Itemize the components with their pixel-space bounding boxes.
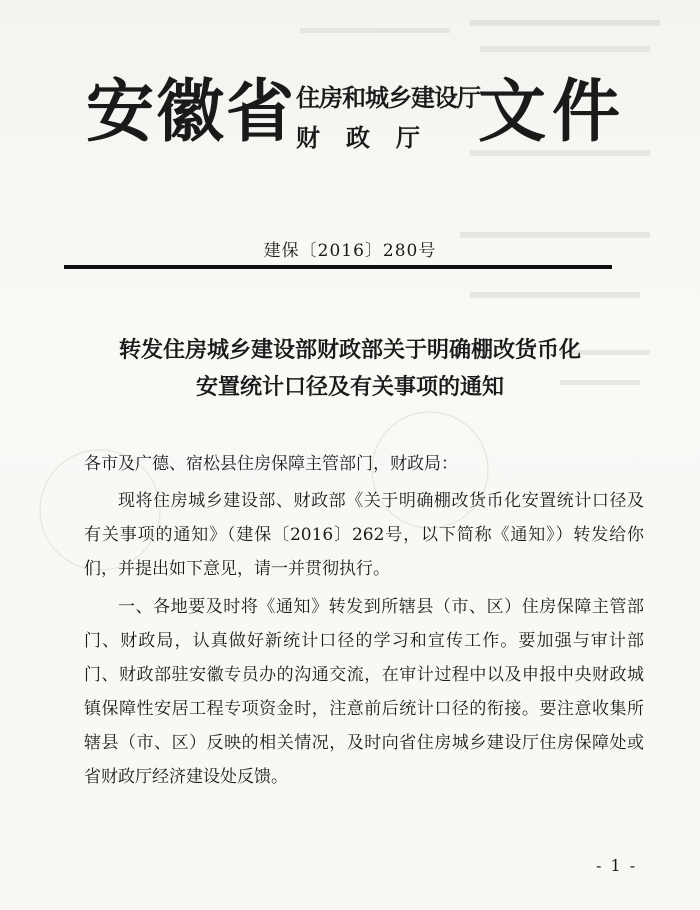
body-paragraph-2: 一、各地要及时将《通知》转发到所辖县（市、区）住房保障主管部门、财政局，认真做好新统计口径的学习和宣传工作。要加强与审计部门、财政部驻安徽专员办的沟通交流，在审计过程中以及申报中央财政城镇保障性安居工程专项资金时，注意前后统计口径的衔接。要注意收集所辖县（市、区）反映的相关情况，及时向省住房城乡建设厅住房保障处或省财政厅经济建设处反馈。 [84,597,644,787]
department-finance: 财政厅 [296,123,446,152]
province-name: 安徽省 [86,72,297,152]
salutation: 各市及广德、宿松县住房保障主管部门，财政局： [84,454,458,474]
header-divider [64,265,612,269]
document-number: 建保〔2016〕280号 [263,241,437,261]
page-number: - 1 - [596,856,638,875]
document-title-line2: 安置统计口径及有关事项的通知 [195,375,504,400]
document-type: 文件 [478,72,627,152]
body-paragraph-1: 现将住房城乡建设部、财政部《关于明确棚改货币化安置统计口径及有关事项的通知》（建保〔2016〕262号，以下简称《通知》）转发给你们，并提出如下意见，请一并贯彻执行。 [84,491,644,579]
department-housing: 住房和城乡建设厅 [296,83,480,112]
document-title-line1: 转发住房城乡建设部财政部关于明确棚改货币化 [118,338,581,363]
